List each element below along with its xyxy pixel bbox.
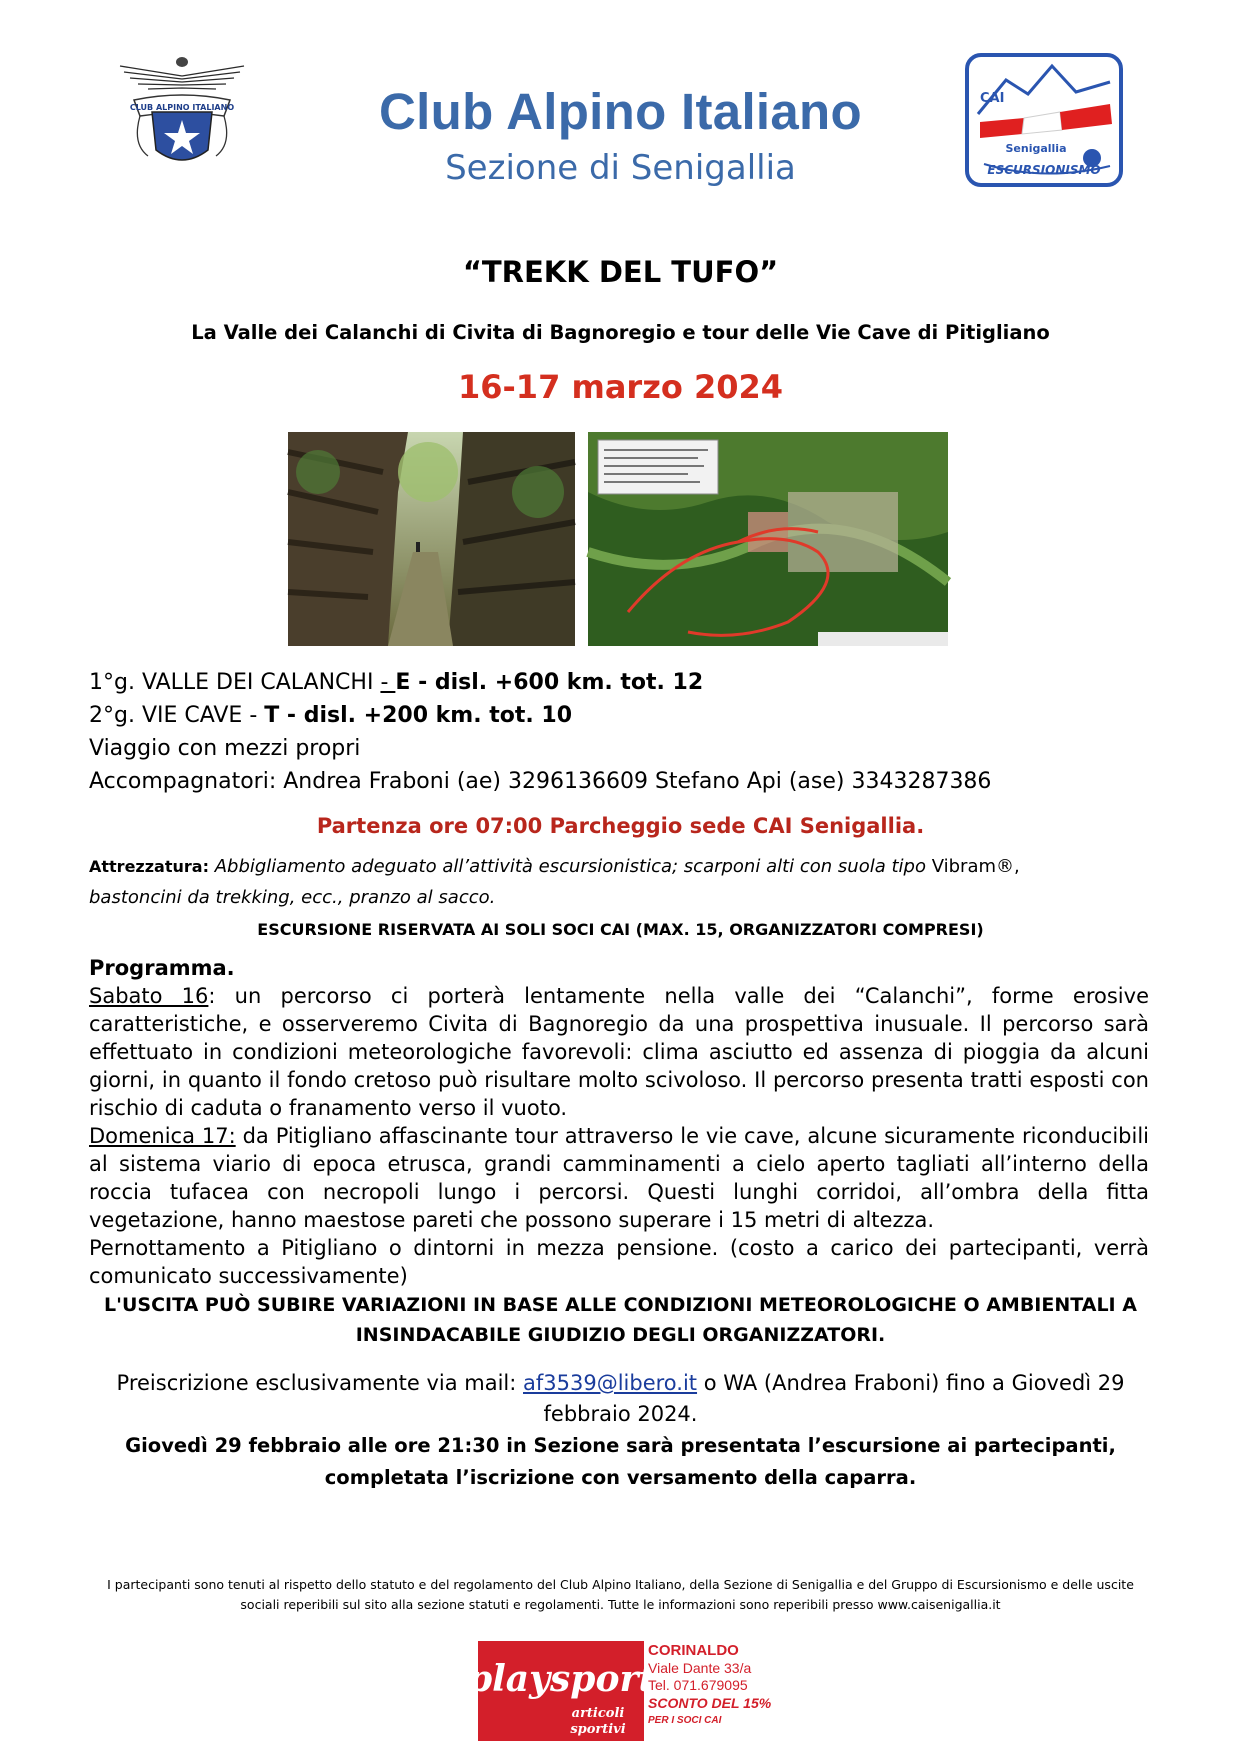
playsport-logo <box>466 1641 656 1741</box>
restricted-notice: ESCURSIONE RISERVATA AI SOLI SOCI CAI (MAX. 15, ORGANIZZATORI COMPRESI) <box>257 920 984 939</box>
program-overnight: Pernottamento a Pitigliano o dintorni in mezza pensione. (costo a carico dei partecipanti, verrà comunicato successivamente) <box>89 1236 1149 1288</box>
program-section <box>89 954 1149 1290</box>
equipment-info <box>89 851 1149 913</box>
sunday-text: da Pitigliano affascinante tour attraverso le vie cave, alcune sicuramente riconducibili al sistema viario di epoca etrusca, grandi camminamenti a cielo aperto tagliati all’interno della roccia tufacea con necropoli lungo i percorsi. Questi lunghi corridoi, all’ombra della fitta vegetazione, hanno maestose pareti che possono superare i 15 metri di altezza. <box>89 1124 1149 1232</box>
day2-grade: T - disl. +200 km. tot. 10 <box>264 703 573 728</box>
travel-info: Viaggio con mezzi propri <box>89 736 361 761</box>
email-link[interactable]: af3539@libero.it <box>523 1371 698 1395</box>
sponsor-discount: SCONTO DEL 15% <box>648 1694 772 1711</box>
sponsor-phone: Tel. 071.679095 <box>648 1677 748 1693</box>
equipment-label: Attrezzatura: <box>89 857 209 876</box>
equipment-text-b: bastoncini da trekking, ecc., pranzo al sacco. <box>89 887 496 908</box>
day2-prefix: 2°g. VIE CAVE - <box>89 703 265 728</box>
vie-cave-photo <box>288 432 575 646</box>
weather-warning <box>0 1290 1241 1350</box>
presentation-line1: Giovedì 29 febbraio alle ore 21:30 in Sezione sarà presentata l’escursione ai partecipanti, <box>125 1434 1116 1457</box>
warning-line2: INSINDACABILE GIUDIZIO DEGLI ORGANIZZATORI. <box>355 1324 886 1346</box>
day1-info <box>89 670 703 695</box>
equipment-brand: Vibram®, <box>931 856 1020 877</box>
day2-info <box>89 703 572 728</box>
sponsor-discount-note: PER I SOCI CAI <box>648 1715 722 1726</box>
departure-info: Partenza ore 07:00 Parcheggio sede CAI Senigallia. <box>316 814 925 838</box>
day1-dash: - <box>380 670 396 695</box>
event-subtitle: La Valle dei Calanchi di Civita di Bagnoregio e tour delle Vie Cave di Pitigliano <box>191 321 1050 344</box>
sponsor-city: CORINALDO <box>648 1642 739 1659</box>
saturday-text: : un percorso ci porterà lentamente nella valle dei “Calanchi”, forme erosive caratteristiche, e osserveremo Civita di Bagnoregio da una prospettiva inusuale. Il percorso sarà effettuato in condizioni meteorologiche favorevoli: clima asciutto ed assenza di pioggia da alcuni giorni, in quanto il fondo cretoso può risultare molto scivoloso. Il percorso presenta tratti esposti con rischio di caduta o franamento verso il vuoto. <box>89 984 1149 1120</box>
sponsor-address: Viale Dante 33/a <box>648 1659 752 1676</box>
footer-note: I partecipanti sono tenuti al rispetto dello statuto e del regolamento del Club Alpino Italiano, della Sezione di Senigallia e del Gruppo di Escursionismo e delle uscite sociali reperibili sul sito alla sezione statuti e regolamenti. Tutte le informazioni sono reperibili presso www.caisenigallia.it <box>107 1577 1134 1612</box>
svg-text:Senigallia: Senigallia <box>1005 142 1067 155</box>
presentation-line2: completata l’iscrizione con versamento della caparra. <box>324 1466 917 1489</box>
event-title: “TREKK DEL TUFO” <box>462 255 779 289</box>
prereg-text-b: o WA (Andrea Fraboni) fino a Giovedì 29 febbraio 2024. <box>543 1371 1125 1426</box>
svg-text:articoli: articoli <box>571 1706 625 1721</box>
escursionismo-logo <box>964 52 1124 188</box>
org-subtitle: Sezione di Senigallia <box>445 148 796 188</box>
sunday-label: Domenica 17: <box>89 1124 236 1148</box>
svg-text:CLUB ALPINO ITALIANO: CLUB ALPINO ITALIANO <box>129 103 235 112</box>
day1-prefix: 1°g. VALLE DEI CALANCHI <box>89 670 381 695</box>
route-map <box>588 432 948 646</box>
warning-line1: L'USCITA PUÒ SUBIRE VARIAZIONI IN BASE ALLE CONDIZIONI METEOROLOGICHE O AMBIENTALI A <box>104 1294 1137 1316</box>
svg-text:ESCURSIONISMO: ESCURSIONISMO <box>987 163 1101 177</box>
presentation-info <box>0 1430 1241 1494</box>
svg-text:playsport: playsport <box>466 1658 656 1700</box>
program-saturday <box>89 982 1149 1122</box>
svg-text:sportivi: sportivi <box>570 1722 626 1737</box>
program-sunday <box>89 1122 1149 1234</box>
saturday-label: Sabato 16 <box>89 984 209 1008</box>
svg-text:CAI: CAI <box>980 91 1005 106</box>
prereg-text-a: Preiscrizione esclusivamente via mail: <box>116 1371 524 1395</box>
day1-grade: E - disl. +600 km. tot. 12 <box>395 670 704 695</box>
event-date: 16-17 marzo 2024 <box>457 368 783 406</box>
preregistration-info <box>90 1368 1151 1430</box>
sponsor-info <box>648 1642 771 1730</box>
program-title: Programma. <box>89 956 235 980</box>
org-title: Club Alpino Italiano <box>379 83 862 140</box>
guides-info: Accompagnatori: Andrea Fraboni (ae) 3296136609 Stefano Api (ase) 3343287386 <box>89 769 992 794</box>
equipment-text-a: Abbigliamento adeguato all’attività escursionistica; scarponi alti con suola tipo <box>214 856 926 877</box>
